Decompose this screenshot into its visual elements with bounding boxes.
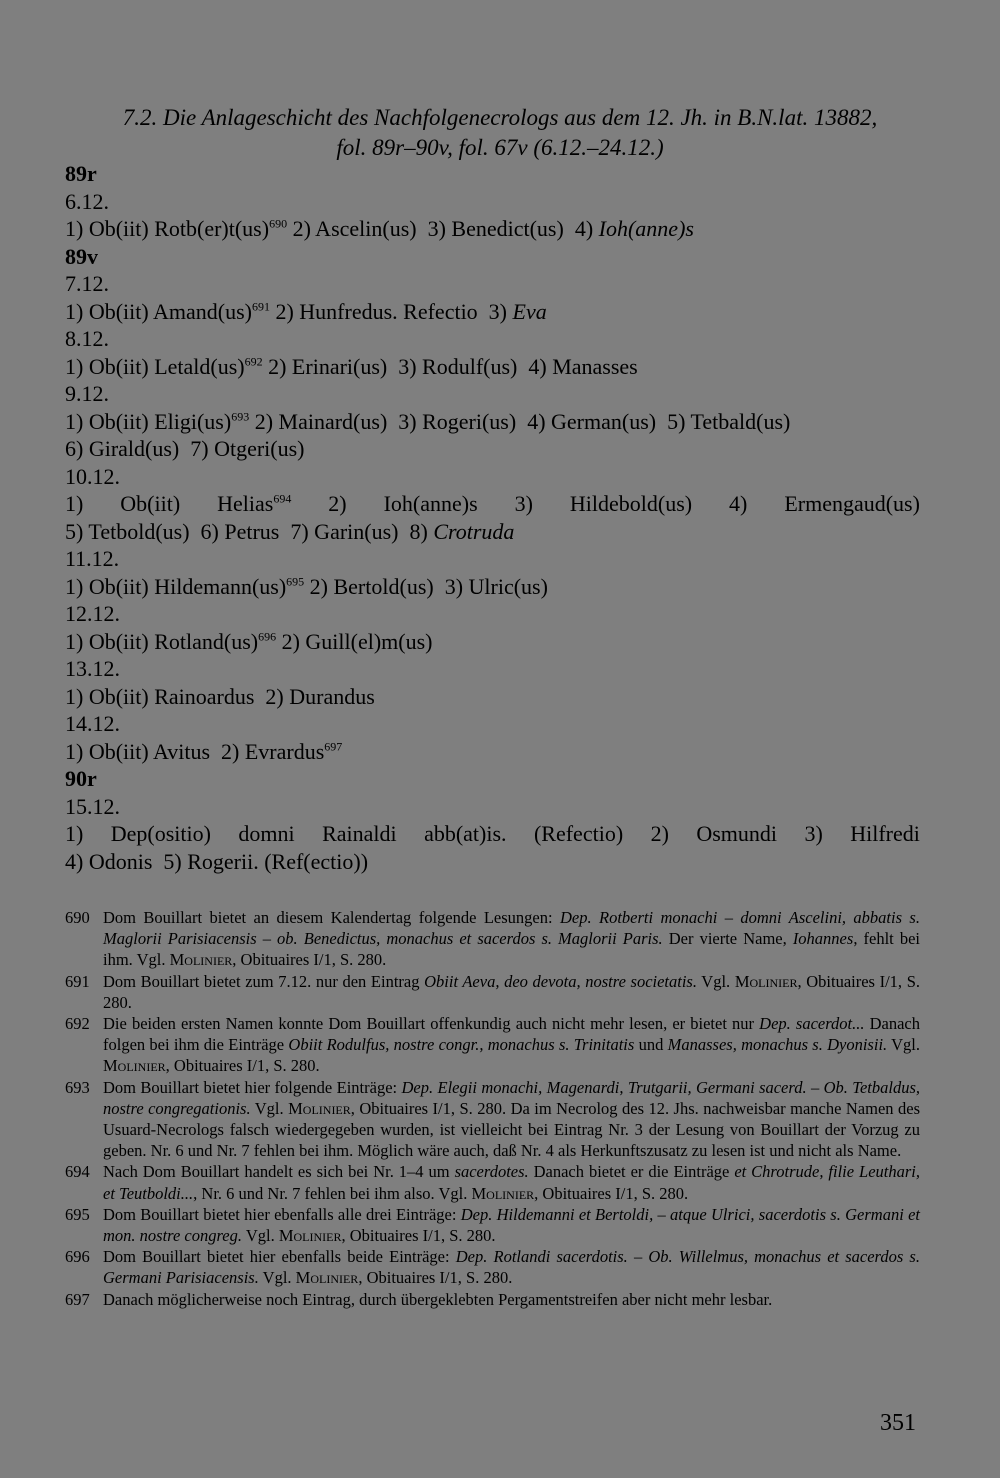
entry-line: 1) Ob(iit) Rotb(er)t(us)$^{690}$ 2) Ascelin(us) 3) Benedict(us) 4) Ioh(anne)s xyxy=(65,216,694,241)
footnote-number: 695 xyxy=(65,1204,90,1224)
footnote-text: Dom Bouillart bietet hier ebenfalls beide Einträge: Dep. Rotlandi sacerdotis. – Ob. Willelmus, monachus et sacerdos s. Germani Parisiacensis. Vgl. Molinier, Obituaires I/1, S. 280. xyxy=(103,1247,920,1288)
footnote xyxy=(65,971,920,1013)
footnote-text: Nach Dom Bouillart handelt es sich bei Nr. 1–4 um sacerdotes. Danach bietet er die Einträge et Chrotrude, filie Leuthari, et Teutboldi..., Nr. 6 und Nr. 7 fehlen bei ihm also. Vgl. Molinier, Obituaires I/1, S. 280. xyxy=(103,1162,920,1203)
entry-line: 1) Ob(iit) Eligi(us)$^{693}$ 2) Mainard(us) 3) Rogeri(us) 4) German(us) 5) Tetbald(us) xyxy=(65,408,791,434)
entry-line-justified: 1) Dep(ositio) domni Rainaldi abb(at)is. (Refectio) 2) Osmundi 3) Hilfredi xyxy=(65,821,920,846)
footnote-ref: 694 xyxy=(273,491,292,506)
date-label: 10.12. xyxy=(65,463,120,489)
date-label: 13.12. xyxy=(65,656,120,681)
entry-line: 1) Ob(iit) Amand(us)$^{691}$ 2) Hunfredus. Refectio 3) Eva xyxy=(65,298,547,324)
heading-line-2: fol. 89r–90v, fol. 67v (6.12.–24.12.) xyxy=(336,135,664,160)
date-label: 9.12. xyxy=(65,381,109,406)
date-label: 12.12. xyxy=(65,601,120,626)
footnote xyxy=(65,1161,920,1203)
footnote-ref: 690 xyxy=(269,216,288,231)
footnote-ref: 693 xyxy=(231,409,250,424)
footnote-ref: 697 xyxy=(324,739,343,754)
heading-line-1: 7.2. Die Anlageschicht des Nachfolgenecrologs aus dem 12. Jh. in B.N.lat. 13882, xyxy=(122,105,878,130)
footnotes xyxy=(65,907,920,1310)
footnote-text: Dom Bouillart bietet zum 7.12. nur den Eintrag Obiit Aeva, deo devota, nostre societatis. Vgl. Molinier, Obituaires I/1, S. 280. xyxy=(103,971,920,1012)
footnote-number: 694 xyxy=(65,1162,90,1182)
footnote-number: 690 xyxy=(65,908,90,927)
date-label: 8.12. xyxy=(65,326,109,351)
page-number: 351 xyxy=(880,1410,916,1436)
entry-line: 1) Ob(iit) Hildemann(us)$^{695}$ 2) Bertold(us) 3) Ulric(us) xyxy=(65,573,548,599)
footnote-text: Dom Bouillart bietet hier ebenfalls alle drei Einträge: Dep. Hildemanni et Bertoldi, – atque Ulrici, sacerdotis s. Germani et mon. nostre congreg. Vgl. Molinier, Obituaires I/1, S. 280. xyxy=(103,1204,920,1246)
footnote-text: Dom Bouillart bietet an diesem Kalendertag folgende Lesungen: Dep. Rotberti monachi – domni Ascelini, abbatis s. Maglorii Parisiacensis – ob. Benedictus, monachus et sacerdos s. Maglorii Paris. Der vierte Name, Iohannes, fehlt bei ihm. Vgl. Molinier, Obituaires I/1, S. 280. xyxy=(103,908,920,970)
necrology-entries xyxy=(65,160,920,875)
folio-label: 89v xyxy=(65,243,98,269)
footnote-ref: 696 xyxy=(258,629,277,644)
entry-line: 1) Ob(iit) Rotland(us)$^{696}$ 2) Guill(el)m(us) xyxy=(65,628,433,654)
footnote-ref: 695 xyxy=(286,574,305,589)
date-label: 6.12. xyxy=(65,188,109,214)
entry-line-justified: 1) Ob(iit) Helias$^{694}$ 2) Ioh(anne)s 3) Hildebold(us) 4) Ermengaud(us) xyxy=(65,491,920,516)
date-label: 11.12. xyxy=(65,546,120,571)
date-label: 14.12. xyxy=(65,711,120,736)
footnote-text: Dom Bouillart bietet hier folgende Einträge: Dep. Elegii monachi, Magenardi, Trutgarii, Germani sacerd. – Ob. Tetbaldus, nostre congregationis. Vgl. Molinier, Obituaires I/1, S. 280. Da im Necrolog des 12. Jhs. nachweisbar manche Namen des Usuard-Necrologs falsch wiedergegeben wurden, ist vielleicht bei Eintrag Nr. 3 der Lesung von Bouillart der Vorzug zu geben. Nr. 6 und Nr. 7 fehlen bei ihm. Möglich wäre auch, daß Nr. 4 als Herkunftszusatz zu lesen ist und nicht als Name. xyxy=(103,1077,920,1161)
footnote xyxy=(65,1013,920,1077)
folio-label: 89r xyxy=(65,161,97,186)
entry-line: 5) Tetbold(us) 6) Petrus 7) Garin(us) 8) Crotruda xyxy=(65,518,515,544)
section-heading xyxy=(60,103,940,163)
footnote-number: 692 xyxy=(65,1014,90,1034)
footnote-number: 691 xyxy=(65,971,90,991)
footnote-ref: 691 xyxy=(251,299,270,314)
entry-line: 4) Odonis 5) Rogerii. (Ref(ectio)) xyxy=(65,848,369,874)
entry-line: 1) Ob(iit) Rainoardus 2) Durandus xyxy=(65,683,375,709)
footnote xyxy=(65,907,920,971)
footnote-text: Danach möglicherweise noch Eintrag, durch übergeklebten Pergamentstreifen aber nicht mehr lesbar. xyxy=(103,1289,773,1309)
footnote xyxy=(65,1289,920,1310)
footnote xyxy=(65,1204,920,1246)
footnote-number: 693 xyxy=(65,1077,90,1097)
entry-line: 6) Girald(us) 7) Otgeri(us) xyxy=(65,436,305,461)
footnote-ref: 692 xyxy=(244,354,263,369)
folio-label: 90r xyxy=(65,766,97,791)
footnote-number: 696 xyxy=(65,1247,90,1267)
entry-line: 1) Ob(iit) Letald(us)$^{692}$ 2) Erinari(us) 3) Rodulf(us) 4) Manasses xyxy=(65,353,638,379)
footnote-number: 697 xyxy=(65,1289,90,1309)
date-label: 7.12. xyxy=(65,271,109,296)
entry-line: 1) Ob(iit) Avitus 2) Evrardus$^{697}$ xyxy=(65,738,343,764)
footnote xyxy=(65,1077,920,1162)
date-label: 15.12. xyxy=(65,793,120,819)
footnote-text: Die beiden ersten Namen konnte Dom Bouillart offenkundig auch nicht mehr lesen, er bietet nur Dep. sacerdot... Danach folgen bei ihm die Einträge Obiit Rodulfus, nostre congr., monachus s. Trinitatis und Manasses, monachus s. Dyonisii. Vgl. Molinier, Obituaires I/1, S. 280. xyxy=(103,1014,921,1076)
footnote xyxy=(65,1246,920,1288)
